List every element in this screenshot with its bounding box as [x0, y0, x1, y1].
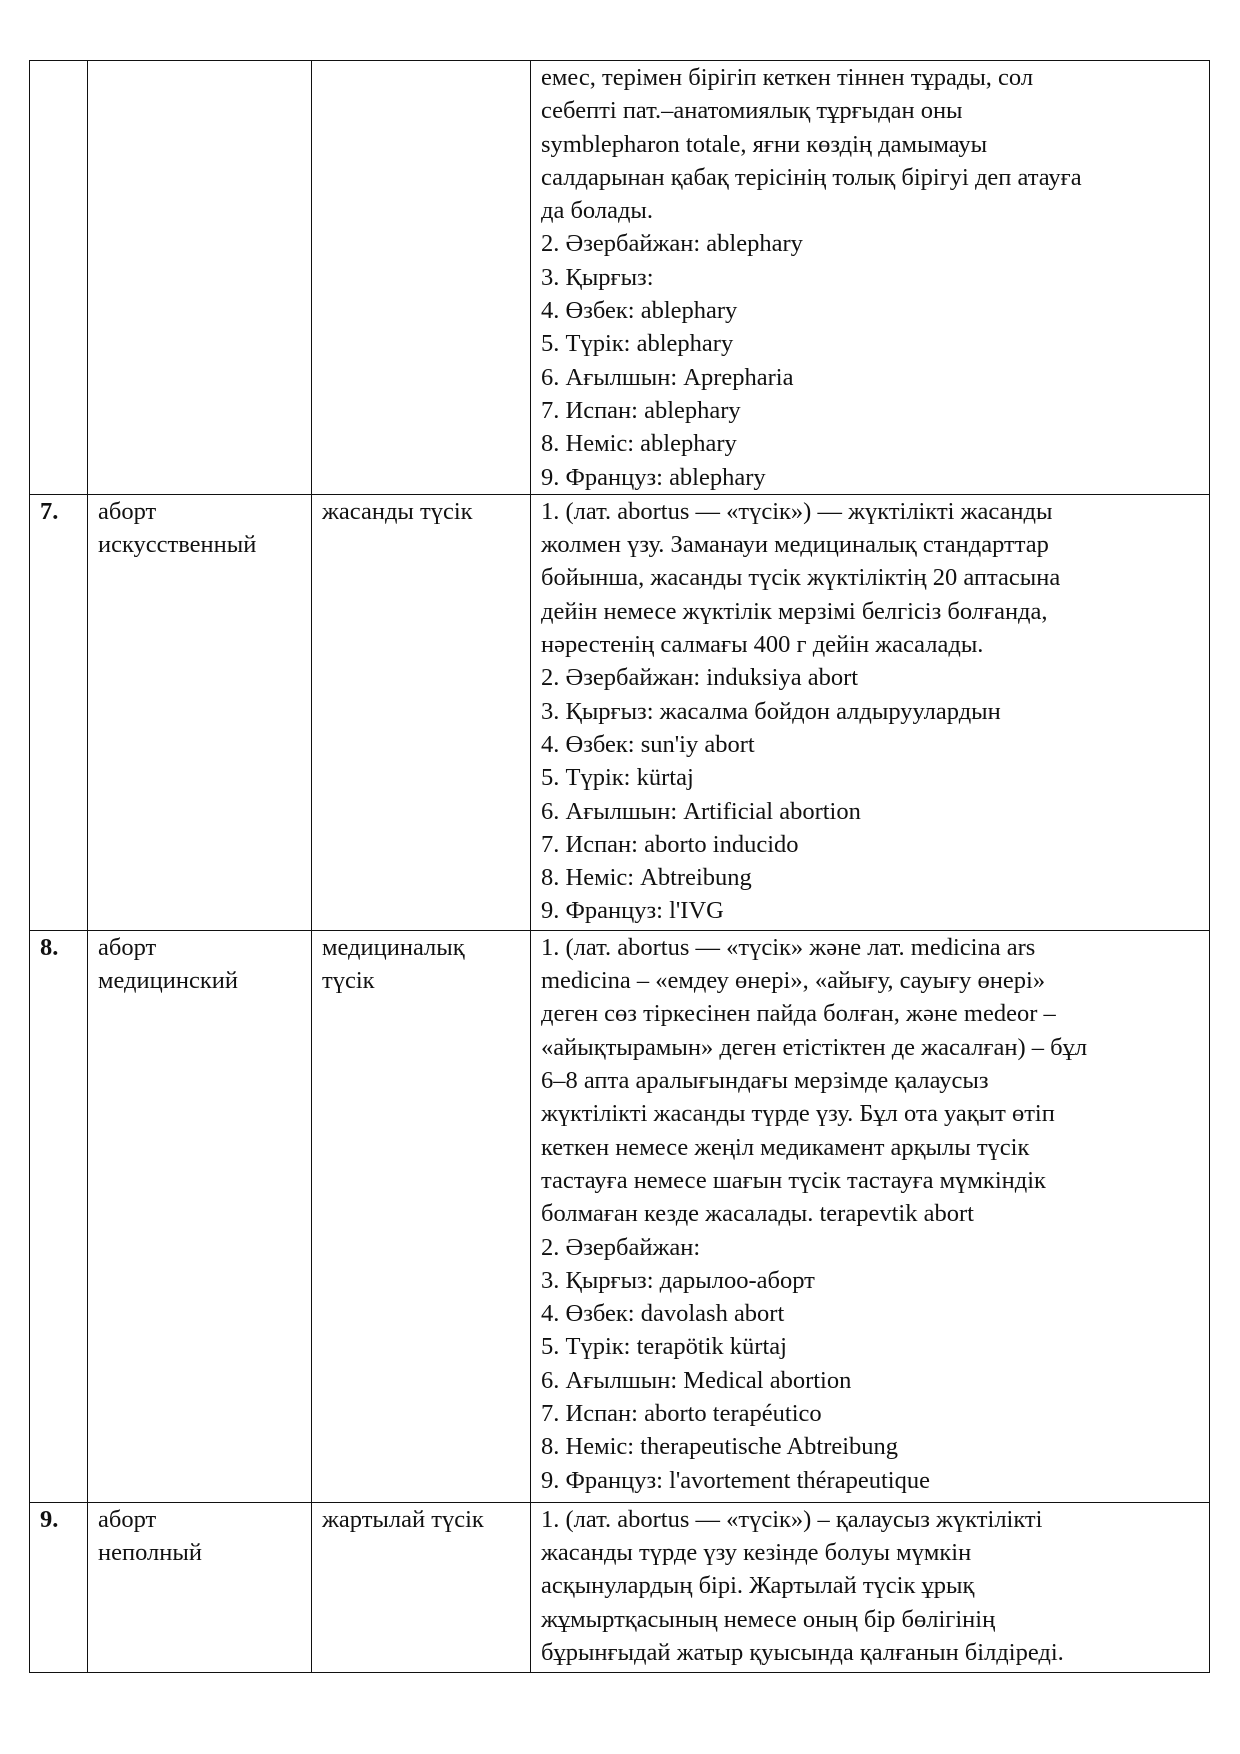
- translation-line: 3. Қырғыз: дарылоо-аборт: [541, 1266, 815, 1294]
- definition-line: болмаған кезде жасалады. terapevtik abort: [541, 1200, 974, 1228]
- definition-line: емес, терімен бірігіп кеткен тіннен тұрады, сол: [541, 64, 1034, 91]
- row-number-cell: [30, 1502, 88, 1672]
- russian-term-line: неполный: [98, 1539, 202, 1567]
- row-number: 9.: [40, 1505, 59, 1533]
- definition-line: жүктілікті жасанды түрде үзу. Бұл ота уақыт өтіп: [541, 1100, 1055, 1128]
- kazakh-term-cell: [312, 494, 531, 930]
- table-row: [30, 61, 1210, 495]
- table-row: [30, 930, 1210, 1502]
- translation-line: 9. Француз: ablephary: [541, 463, 766, 491]
- definition-line: себепті пат.–анатомиялық тұрғыдан оны: [541, 97, 963, 125]
- translation-line: 6. Ағылшын: Aprepharia: [541, 363, 794, 391]
- kazakh-term-cell: [312, 1502, 531, 1672]
- russian-term-cell: [88, 61, 312, 495]
- translation-line: 4. Өзбек: ablephary: [541, 297, 738, 325]
- definition-line: да болады.: [541, 197, 654, 225]
- russian-term-line: аборт: [98, 933, 157, 961]
- russian-term-cell: [88, 1502, 312, 1672]
- russian-term-cell: [88, 930, 312, 1502]
- definition-cell: [531, 1502, 1210, 1672]
- definition-line: жасанды түрде үзу кезінде болуы мүмкін: [541, 1539, 972, 1567]
- kazakh-term-line: жартылай түсік: [322, 1505, 484, 1533]
- row-number-cell: [30, 494, 88, 930]
- translation-line: 9. Француз: l'avortement thérapeutique: [541, 1466, 930, 1494]
- translation-line: 4. Өзбек: davolash abort: [541, 1300, 785, 1328]
- row-number-cell: [30, 930, 88, 1502]
- definition-line: 1. (лат. abortus — «түсік» және лат. medicina ars: [541, 933, 1036, 961]
- definition-line: 1. (лат. abortus — «түсік») – қалаусыз жүктілікті: [541, 1505, 1043, 1533]
- translation-line: 5. Түрік: terapötik kürtaj: [541, 1333, 787, 1361]
- translation-line: 9. Француз: l'IVG: [541, 897, 724, 925]
- kazakh-term-line: түсік: [322, 967, 375, 995]
- terminology-table: [29, 60, 1210, 1673]
- definition-cell: [531, 930, 1210, 1502]
- translation-line: 7. Испан: aborto terapéutico: [541, 1400, 822, 1428]
- definition-line: нәрестенің салмағы 400 г дейін жасалады.: [541, 631, 984, 659]
- kazakh-term-line: жасанды түсік: [322, 497, 473, 525]
- translation-line: 5. Түрік: ablephary: [541, 330, 734, 358]
- definition-line: жолмен үзу. Заманауи медициналық стандарттар: [541, 531, 1049, 559]
- kazakh-term-cell: [312, 61, 531, 495]
- translation-line: 3. Қырғыз: жасалма бойдон алдыруулардын: [541, 697, 1001, 725]
- table-row: [30, 494, 1210, 930]
- translation-line: 2. Әзербайжан: induksiya abort: [541, 664, 859, 692]
- row-number: 8.: [40, 933, 59, 961]
- definition-line: салдарынан қабақ терісінің толық бірігуі деп атауға: [541, 163, 1082, 191]
- kazakh-term-line: медициналық: [322, 933, 465, 961]
- russian-term-line: искусственный: [98, 531, 257, 559]
- definition-line: дейін немесе жүктілік мерзімі белгісіз болғанда,: [541, 597, 1048, 625]
- definition-line: symblepharon totale, яғни көздің дамымауы: [541, 130, 988, 158]
- row-number-cell: [30, 61, 88, 495]
- kazakh-term-cell: [312, 930, 531, 1502]
- translation-line: 8. Неміс: Abtreibung: [541, 864, 752, 892]
- definition-cell: [531, 61, 1210, 495]
- table-row: [30, 1502, 1210, 1672]
- definition-line: жұмыртқасының немесе оның бір бөлігінің: [541, 1605, 996, 1633]
- translation-line: 6. Ағылшын: Artificial abortion: [541, 797, 861, 825]
- definition-line: 6–8 апта аралығындағы мерзімде қалаусыз: [541, 1067, 989, 1095]
- definition-line: 1. (лат. abortus — «түсік») — жүктілікті жасанды: [541, 497, 1053, 525]
- translation-line: 8. Неміс: therapeutische Abtreibung: [541, 1433, 899, 1461]
- definition-line: бұрынғыдай жатыр қуысында қалғанын білдіреді.: [541, 1639, 1064, 1667]
- translation-line: 4. Өзбек: sun'iy abort: [541, 730, 755, 758]
- translation-line: 2. Әзербайжан: ablephary: [541, 230, 803, 258]
- russian-term-line: аборт: [98, 1505, 157, 1533]
- definition-line: medicina – «емдеу өнері», «айығу, сауығу өнері»: [541, 967, 1046, 995]
- definition-line: асқынулардың бірі. Жартылай түсік ұрық: [541, 1572, 975, 1600]
- translation-line: 8. Неміс: ablephary: [541, 430, 737, 458]
- definition-line: «айықтырамын» деген етістіктен де жасалған) – бұл: [541, 1033, 1088, 1061]
- definition-line: кеткен немесе жеңіл медикамент арқылы түсік: [541, 1133, 1030, 1161]
- row-number: 7.: [40, 497, 59, 525]
- definition-cell: [531, 494, 1210, 930]
- translation-line: 7. Испан: ablephary: [541, 396, 741, 424]
- translation-line: 6. Ағылшын: Medical abortion: [541, 1366, 852, 1394]
- definition-line: бойынша, жасанды түсік жүктіліктің 20 аптасына: [541, 564, 1061, 592]
- russian-term-cell: [88, 494, 312, 930]
- translation-line: 3. Қырғыз:: [541, 263, 654, 291]
- translation-line: 7. Испан: aborto inducido: [541, 830, 799, 858]
- russian-term-line: аборт: [98, 497, 157, 525]
- translation-line: 2. Әзербайжан:: [541, 1233, 701, 1261]
- russian-term-line: медицинский: [98, 967, 238, 995]
- translation-line: 5. Түрік: kürtaj: [541, 764, 694, 792]
- definition-line: тастауға немесе шағын түсік тастауға мүмкіндік: [541, 1166, 1046, 1194]
- definition-line: деген сөз тіркесінен пайда болған, және medeor –: [541, 1000, 1056, 1028]
